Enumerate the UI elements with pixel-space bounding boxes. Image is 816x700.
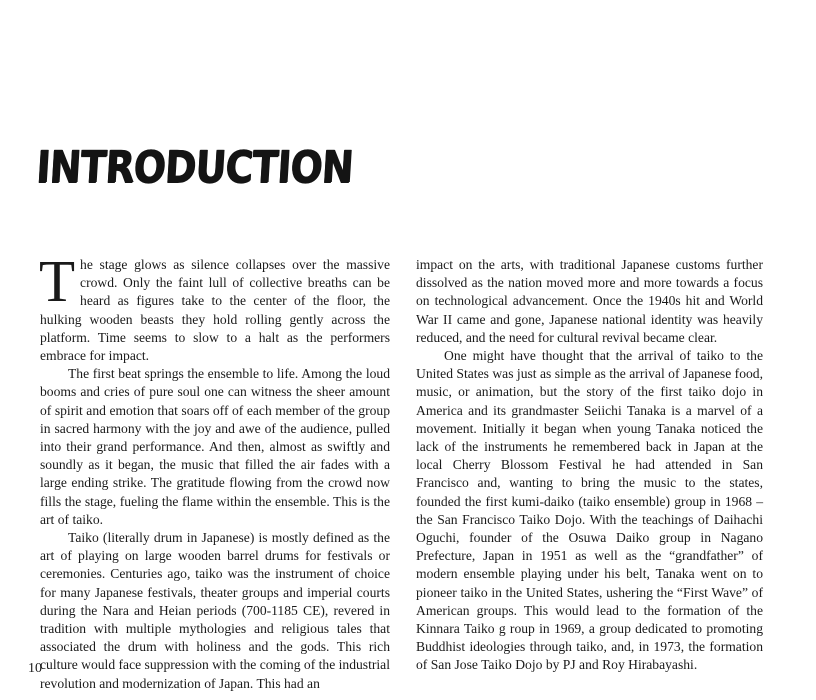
page-number: 10 [28, 661, 42, 676]
paragraph-opening [39, 248, 390, 365]
left-text-column [39, 248, 390, 693]
paragraph-opening-text: he stage glows as silence collapses over the massive crowd. Only the faint lull of collective breaths can be heard as figures take to the center of the floor, the hulking wooden beasts they hold rolling gently across the platform. Time seems to slow to a halt as the performers embrace for impact. [40, 257, 390, 364]
chapter-heading: INTRODUCTION [34, 142, 354, 193]
paragraph-taiko-in-america: One might have thought that the arrival of taiko to the United States was just as simple as the arrival of Japanese food, music, or animation, but the story of the first taiko dojo in America and its grandmaster Seiichi Tanaka is a marvel of a movement. Initially it began when young Tanaka noticed the lack of the instruments he remembered back in Japan at the local Cherry Blossom Festival he had attended in San Francisco and, wanting to bring the music to the states, founded the first kumi-daiko (taiko ensemble) group in 1968 – the San Francisco Taiko Dojo. With the teachings of Daihachi Oguchi, founder of the Osuwa Daiko group in Nagano Prefecture, Japan in 1951 as well as the “grandfather” of modern ensemble playing under his belt, Tanaka went on to pioneer taiko in the United States, ushering the “First Wave” of American groups. This would lead to the formation of the Kinnara Taiko g roup in 1969, a group dedicated to promoting Buddhist ideologies through taiko, and, in 1973, the formation of San Jose Taiko Dojo by PJ and Roy Hirabayashi. [416, 348, 763, 673]
paragraph-taiko-definition: Taiko (literally drum in Japanese) is mostly defined as the art of playing on large wooden barrel drums for festivals or ceremonies. Centuries ago, taiko was the instrument of choice for many Japanese festivals, theater groups and imperial courts during the Nara and Heian periods (700-1185 CE), revered in tradition with multiple mythologies and religious tales that associated the drum with holiness and the gods. This rich culture would face suppression with the coming of the industrial revolution and modernization of Japan. This had an [40, 530, 390, 691]
drop-cap: T [39, 248, 76, 314]
paragraph-first-beat: The first beat springs the ensemble to life. Among the loud booms and cries of pure soul one can witness the sheer amount of spirit and emotion that soars off of each member of the group in sacred harmony with the joy and awe of the audience, pulled into their grand performance. And then, almost as swiftly and soundly as it began, the music that filled the air fades with a large ending strike. The gratitude flowing from the crowd now fills the stage, fueling the flame within the ensemble. This is the art of taiko. [40, 366, 390, 527]
right-text-column [416, 256, 763, 675]
paragraph-continued: impact on the arts, with traditional Japanese customs further dissolved as the nation moved more and more towards a focus on technological advancement. Once the 1940s hit and World War II came and gone, Japanese national identity was heavily reduced, and the need for cultural revival became clear. [416, 257, 763, 345]
